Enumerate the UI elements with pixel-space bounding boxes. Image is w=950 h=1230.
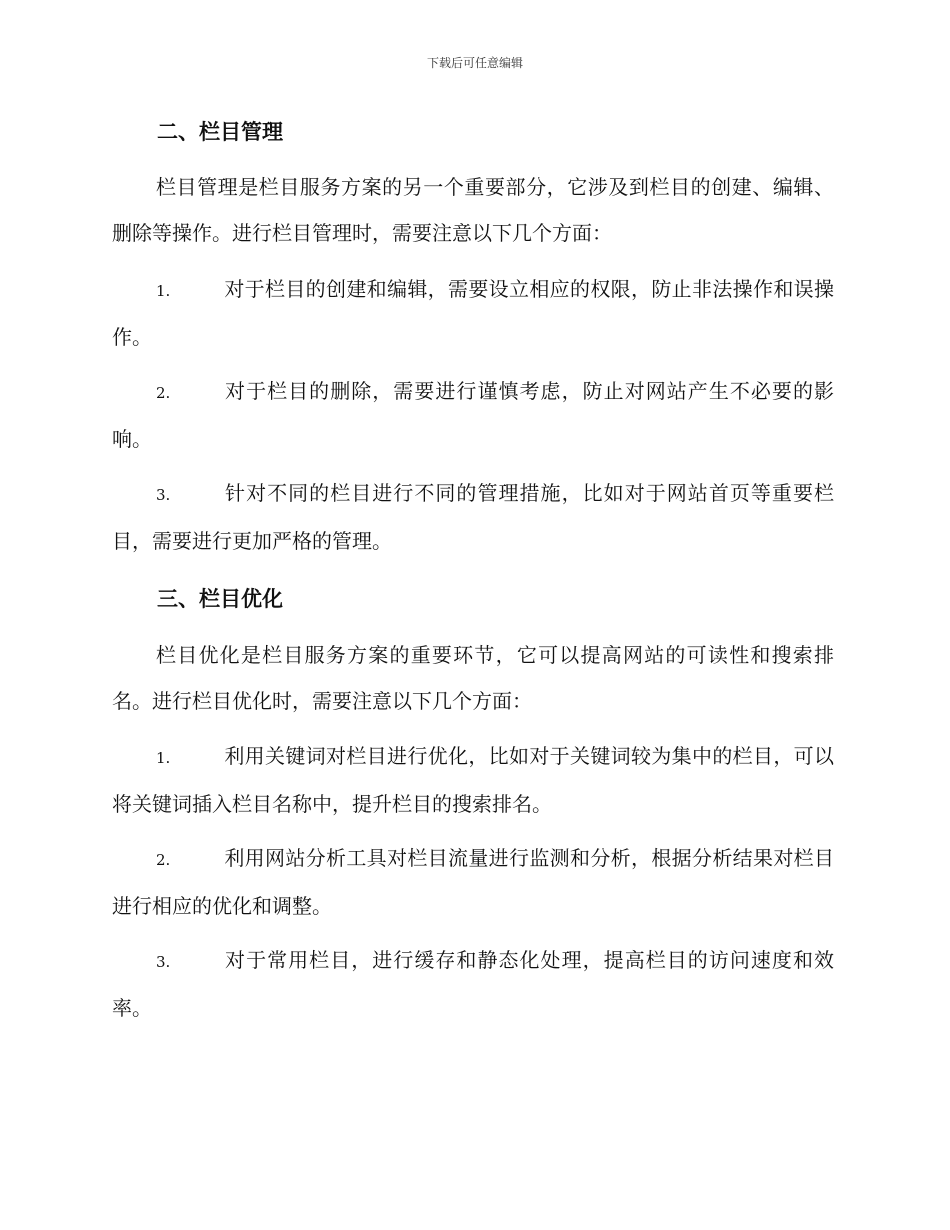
list-item <box>112 733 834 827</box>
list-item <box>112 368 834 462</box>
section-heading-column-optimization: 三、栏目优化 <box>157 586 283 611</box>
list-item-number: 3. <box>156 486 171 504</box>
list-item <box>112 937 834 1031</box>
list-item <box>112 835 834 929</box>
list-item-text: 利用网站分析工具对栏目流量进行监测和分析，根据分析结果对栏目进行相应的优化和调整。 <box>112 846 834 918</box>
page-header-note: 下载后可任意编辑 <box>426 56 523 70</box>
section-heading-column-management: 二、栏目管理 <box>157 119 283 144</box>
list-item-number: 1. <box>156 282 171 300</box>
list-item-text: 对于栏目的删除，需要进行谨慎考虑，防止对网站产生不必要的影响。 <box>112 379 834 451</box>
list-item-number: 3. <box>156 953 171 971</box>
list-item-text: 针对不同的栏目进行不同的管理措施，比如对于网站首页等重要栏目，需要进行更加严格的管理。 <box>112 481 834 553</box>
list-item <box>112 470 834 564</box>
list-item-text: 利用关键词对栏目进行优化，比如对于关键词较为集中的栏目，可以将关键词插入栏目名称中，提升栏目的搜索排名。 <box>112 744 834 816</box>
list-item-text: 对于常用栏目，进行缓存和静态化处理，提高栏目的访问速度和效率。 <box>112 948 834 1020</box>
section-intro-paragraph: 栏目管理是栏目服务方案的另一个重要部分，它涉及到栏目的创建、编辑、删除等操作。进行栏目管理时，需要注意以下几个方面： <box>112 175 834 245</box>
list-item-number: 2. <box>156 384 171 402</box>
section-intro-paragraph: 栏目优化是栏目服务方案的重要环节，它可以提高网站的可读性和搜索排名。进行栏目优化时，需要注意以下几个方面： <box>112 643 834 713</box>
list-item-text: 对于栏目的创建和编辑，需要设立相应的权限，防止非法操作和误操作。 <box>112 277 834 349</box>
list-item-number: 2. <box>156 851 171 869</box>
list-item-number: 1. <box>156 749 171 767</box>
list-item <box>112 266 834 360</box>
